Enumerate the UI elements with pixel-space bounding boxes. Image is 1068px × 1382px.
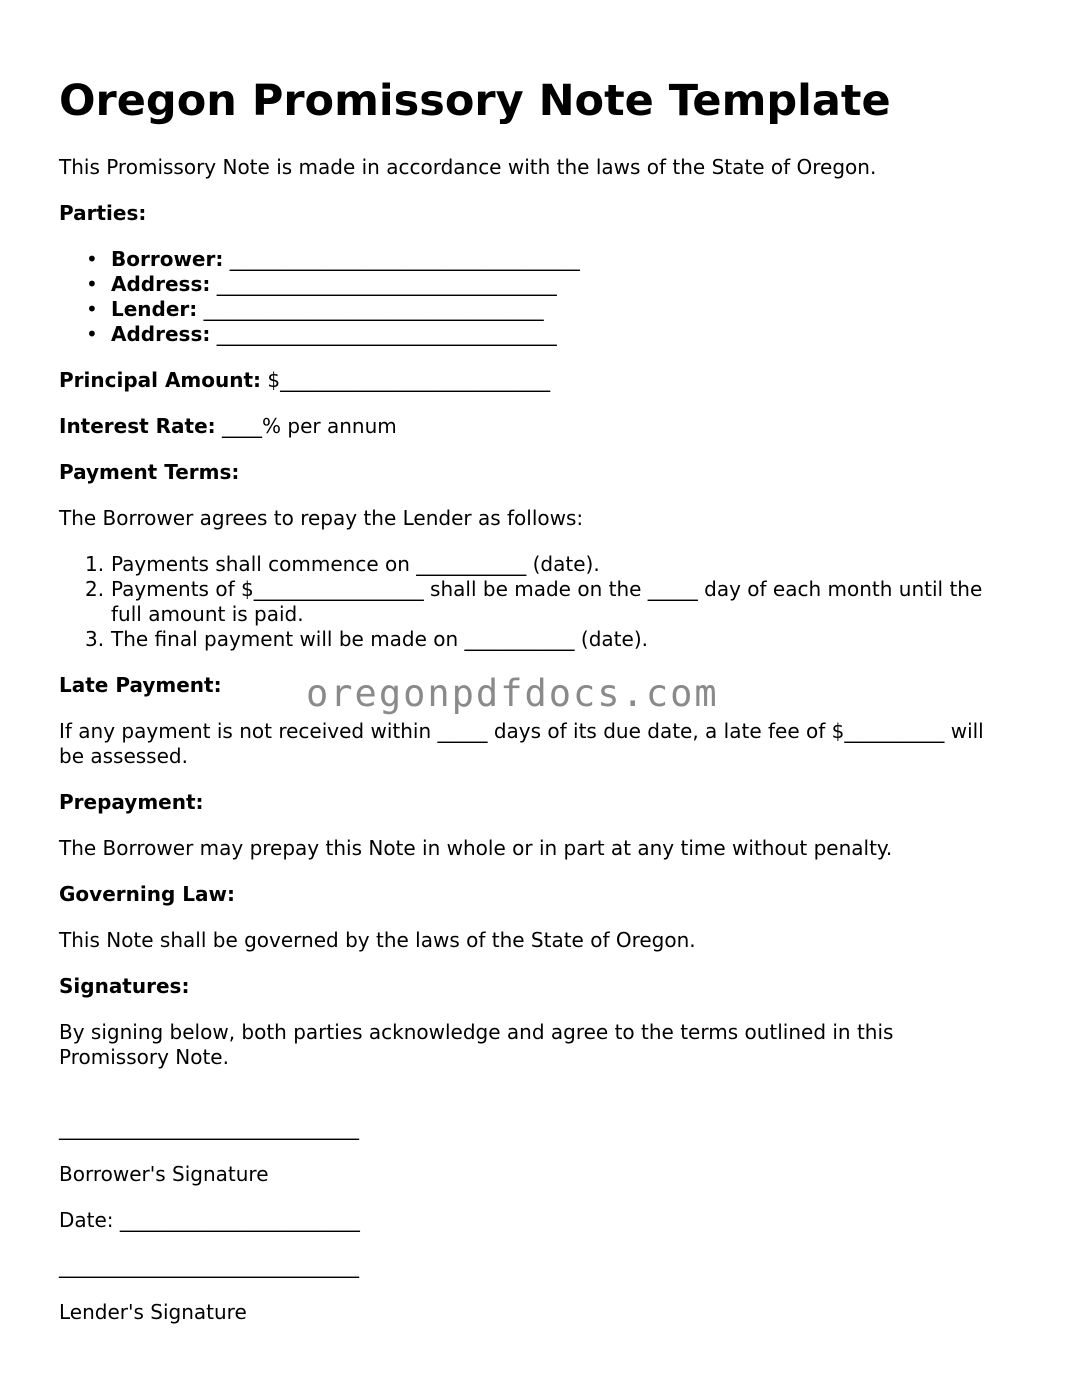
party-label: Borrower: (111, 247, 224, 271)
interest-label: Interest Rate: (59, 414, 216, 438)
party-blank: __________________________________ (210, 272, 557, 296)
document-page (59, 0, 1009, 1325)
signatures-text: By signing below, both parties acknowledge and agree to the terms outlined in this Promissory Note. (59, 1020, 894, 1069)
lender-signature-label: Lender's Signature (59, 1300, 247, 1324)
interest-rate (59, 414, 1009, 439)
term-text: Payments shall commence on ___________ (date). (111, 552, 600, 576)
intro-text: This Promissory Note is made in accordance with the laws of the State of Oregon. (59, 155, 877, 179)
page-title: Oregon Promissory Note Template (59, 76, 891, 126)
prepayment-text: The Borrower may prepay this Note in whole or in part at any time without penalty. (59, 836, 893, 860)
borrower-date-line: Date: ________________________ (59, 1208, 360, 1232)
party-blank: __________________________________ (197, 297, 544, 321)
watermark: oregonpdfdocs.com (306, 672, 719, 715)
payment-term-item (59, 552, 1009, 577)
payment-terms-list (59, 552, 1009, 652)
party-borrower (59, 247, 1009, 272)
party-label: Lender: (111, 297, 198, 321)
borrower-signature-label: Borrower's Signature (59, 1162, 269, 1186)
late-payment-text: If any payment is not received within _____ days of its due date, a late fee of $__________ will be assessed. (59, 719, 984, 768)
signatures-heading: Signatures: (59, 974, 190, 998)
term-text: The final payment will be made on ___________ (date). (111, 627, 648, 651)
governing-law-heading: Governing Law: (59, 882, 235, 906)
parties-heading: Parties: (59, 201, 147, 225)
principal-blank: $___________________________ (261, 368, 551, 392)
party-label: Address: (111, 322, 211, 346)
party-blank: ___________________________________ (223, 247, 580, 271)
payment-term-item (59, 627, 1009, 652)
party-lender (59, 297, 1009, 322)
lender-signature-line: ______________________________ (59, 1254, 359, 1278)
principal-amount (59, 368, 1009, 393)
term-number: 2. (85, 577, 105, 601)
payment-terms-heading: Payment Terms: (59, 460, 240, 484)
interest-blank: ____% per annum (215, 414, 397, 438)
governing-law-text: This Note shall be governed by the laws of the State of Oregon. (59, 928, 696, 952)
principal-label: Principal Amount: (59, 368, 262, 392)
party-label: Address: (111, 272, 211, 296)
payment-terms-intro: The Borrower agrees to repay the Lender as follows: (59, 506, 584, 530)
term-number: 3. (85, 627, 105, 651)
prepayment-heading: Prepayment: (59, 790, 204, 814)
parties-list (59, 247, 1009, 347)
borrower-signature-line: ______________________________ (59, 1116, 359, 1140)
term-number: 1. (85, 552, 105, 576)
party-borrower-address (59, 272, 1009, 297)
party-blank: __________________________________ (210, 322, 557, 346)
term-text: Payments of $_________________ shall be made on the _____ day of each month until the full amount is paid. (111, 577, 983, 626)
late-payment-heading: Late Payment: (59, 673, 222, 697)
party-lender-address (59, 322, 1009, 347)
payment-term-item (59, 577, 1009, 627)
